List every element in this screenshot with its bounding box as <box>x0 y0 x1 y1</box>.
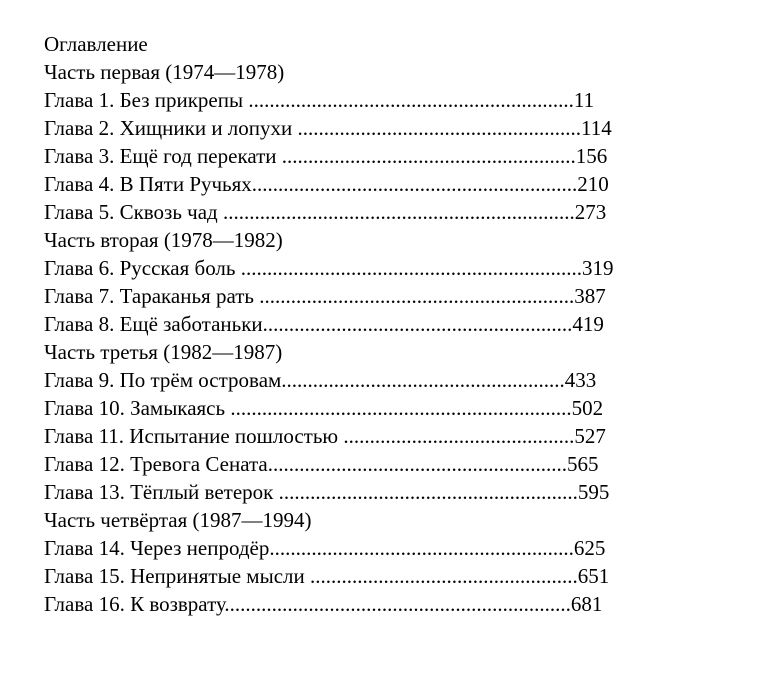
toc-chapter-entry: Глава 6. Русская боль .................................................................319 <box>44 256 614 280</box>
toc-title: Оглавление <box>44 32 148 56</box>
toc-chapter-entry: Глава 13. Тёплый ветерок .........................................................595 <box>44 480 610 504</box>
toc-part-heading: Часть первая (1974—1978) <box>44 60 285 84</box>
toc-chapter-entry: Глава 8. Ещё заботаньки...........................................................419 <box>44 312 604 336</box>
toc-chapter-entry: Глава 11. Испытание пошлостью ............................................527 <box>44 424 606 448</box>
toc-chapter-entry: Глава 7. Тараканья рать ............................................................387 <box>44 284 606 308</box>
toc-chapter-entry: Глава 12. Тревога Сената.........................................................565 <box>44 452 599 476</box>
toc-chapter-entry: Глава 3. Ещё год перекати ........................................................156 <box>44 144 608 168</box>
toc-chapter-entry: Глава 5. Сквозь чад ...................................................................273 <box>44 200 607 224</box>
table-of-contents <box>44 30 724 618</box>
toc-chapter-entry: Глава 15. Непринятые мысли ...................................................651 <box>44 564 610 588</box>
toc-chapter-entry: Глава 1. Без прикрепы ..............................................................11 <box>44 88 595 112</box>
toc-chapter-entry: Глава 10. Замыкаясь .................................................................502 <box>44 396 604 420</box>
toc-chapter-entry: Глава 4. В Пяти Ручьях..............................................................210 <box>44 172 609 196</box>
toc-part-heading: Часть третья (1982—1987) <box>44 340 283 364</box>
toc-part-heading: Часть вторая (1978—1982) <box>44 228 283 252</box>
toc-part-heading: Часть четвёртая (1987—1994) <box>44 508 312 532</box>
toc-chapter-entry: Глава 14. Через непродёр..........................................................625 <box>44 536 606 560</box>
toc-chapter-entry: Глава 2. Хищники и лопухи ......................................................114 <box>44 116 612 140</box>
toc-chapter-entry: Глава 9. По трём островам......................................................433 <box>44 368 597 392</box>
toc-chapter-entry: Глава 16. К возврату..................................................................681 <box>44 592 603 616</box>
